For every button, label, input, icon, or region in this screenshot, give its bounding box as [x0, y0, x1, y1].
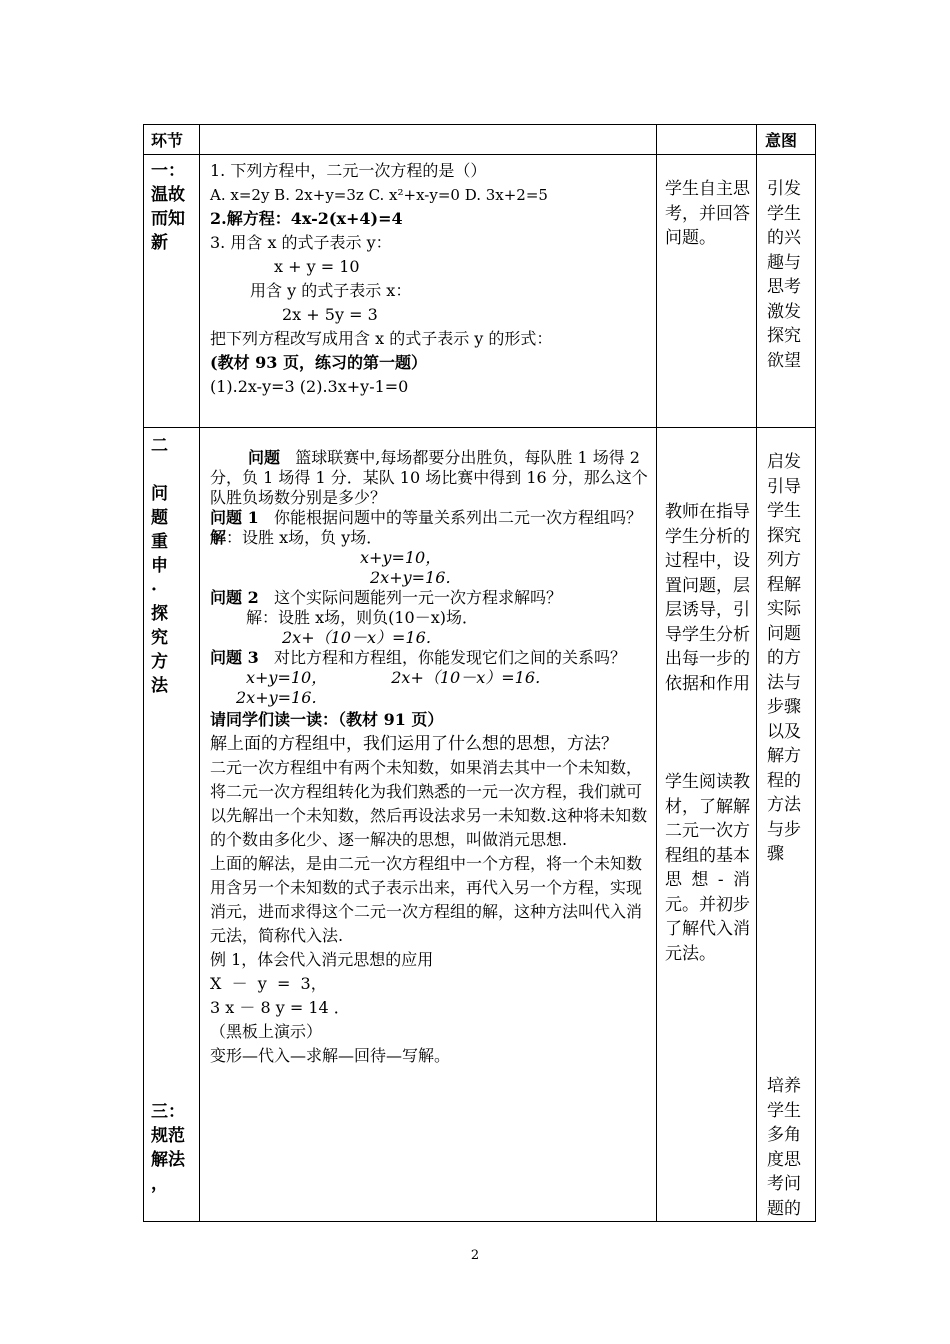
method-intent: 培养 学生 多角 度思 考问 题的: [767, 1076, 801, 1219]
review-question-1-options: A. x=2y B. 2x+y=3z C. x²+x-y=0 D. 3x+2=5: [210, 186, 548, 204]
substitution-explanation: 上面的解法，是由二元一次方程组中一个方程，将一个未知数用含另一个未知数的式子表示出来，再代入另一个方程，实现消元，进而求得这个二元一次方程组的解，这种方法叫代入消元法，简称代入法.: [210, 854, 643, 945]
review-exercise: 把下列方程改写成用含 x 的式子表示 y 的形式：: [210, 329, 553, 348]
question-3: 问题 3 对比方程和方程组，你能发现它们之间的关系吗？: [210, 648, 626, 667]
thinking-question: 解上面的方程组中，我们运用了什么想的思想，方法？: [210, 734, 618, 754]
section-explore-activity: [657, 428, 757, 1222]
section-explore-content: [200, 428, 657, 1222]
review-exercise-items: (1).2x-y=3 (2).3x+y-1=0: [210, 377, 409, 396]
section-explore-row: [144, 428, 816, 1222]
teacher-guidance: 教师在指导学生分析的过程中，设置问题，层层诱导，引导学生分析出每一步的依据和作用: [665, 502, 750, 694]
solution-steps: 变形—代入—求解—回待—写解。: [210, 1046, 451, 1065]
header-row: [144, 125, 816, 155]
section-method-label: 三： 规范 解法 ，: [151, 1102, 185, 1194]
review-question-2: 2.解方程：4x-2(x+4)=4: [210, 209, 403, 228]
review-eq-2: 2x + 5y = 3: [282, 305, 378, 324]
section-explore-label: 二 问 题 重 申 · 探 究 方 法 三： 规范 解法 ，: [144, 428, 200, 1222]
elimination-explanation: 二元一次方程组中有两个未知数，如果消去其中一个未知数，将二元一次方程组转化为我们熟悉的一元一次方程，我们就可以先解出一个未知数，然后再设法求另一未知数.这种将未知数的个数由多化少、逐一解决的思想，叫做消元思想.: [210, 758, 648, 849]
header-content: [200, 125, 657, 155]
review-textbook-ref: (教材 93 页，练习的第一题）: [210, 353, 427, 372]
solution-1: 解：设胜 x场，负 y场．: [210, 528, 383, 547]
example-1: 例 1，体会代入消元思想的应用: [210, 950, 434, 969]
board-demo: （黑板上演示）: [210, 1022, 323, 1041]
review-question-1: 1. 下列方程中，二元一次方程的是（）: [210, 161, 487, 180]
review-eq-1: x + y = 10: [274, 257, 360, 276]
page-number: 2: [470, 1248, 480, 1263]
section-explore-intent: 启发 引导 学生 探究 列方 程解 实际 问题 的方 法与 步骤 以及 解方 程的 方法 与步 骤 培养 学生 多角 度思 考问 题的: [757, 428, 816, 1222]
section-review-activity: 学生自主思考，并回答问题。: [657, 155, 757, 428]
example-eq-2: 3 x － 8 y = 14 ．: [210, 998, 350, 1017]
equation-2: 2x+（10－x）=16．: [282, 628, 442, 647]
question-1: 问题 1 你能根据问题中的等量关系列出二元一次方程组吗？: [210, 508, 642, 527]
example-eq-1: X － y = 3，: [210, 974, 327, 993]
header-intent: 意图: [757, 125, 816, 155]
problem-statement: 问题 篮球联赛中,每场都要分出胜负，每队胜 1 场得 2 分，负 1 场得 1 分．某队 10 场比赛中得到 16 分，那么这个队胜负场数分别是多少？: [210, 448, 648, 507]
solution-2: 解：设胜 x场，则负(10－x)场．: [246, 608, 478, 627]
student-reading: 学生阅读教材，了解解二元一次方程组的基本思想-消元。并初步了解代入消元法。: [665, 772, 750, 964]
header-activity: [657, 125, 757, 155]
review-question-3b: 用含 y 的式子表示 x：: [250, 281, 412, 300]
section-review-row: [144, 155, 816, 428]
equation-3: x+y=10， 2x+（10－x）=16．: [246, 668, 552, 687]
lesson-plan-table: [143, 124, 816, 1222]
section-review-content: [200, 155, 657, 428]
review-question-3: 3. 用含 x 的式子表示 y：: [210, 233, 392, 252]
equation-1b: 2x+y=16．: [370, 568, 462, 587]
section-review-intent: 引发 学生 的兴 趣与 思考 激发 探究 欲望: [757, 155, 816, 428]
header-stage: 环节: [144, 125, 200, 155]
section-review-label: 一： 温故 而知 新: [144, 155, 200, 428]
equation-1a: x+y=10，: [360, 548, 442, 567]
read-instruction: 请同学们读一读：（教材 91 页）: [210, 710, 444, 729]
equation-3c: 2x+y=16．: [236, 688, 328, 707]
question-2: 问题 2 这个实际问题能列一元一次方程求解吗？: [210, 588, 562, 607]
